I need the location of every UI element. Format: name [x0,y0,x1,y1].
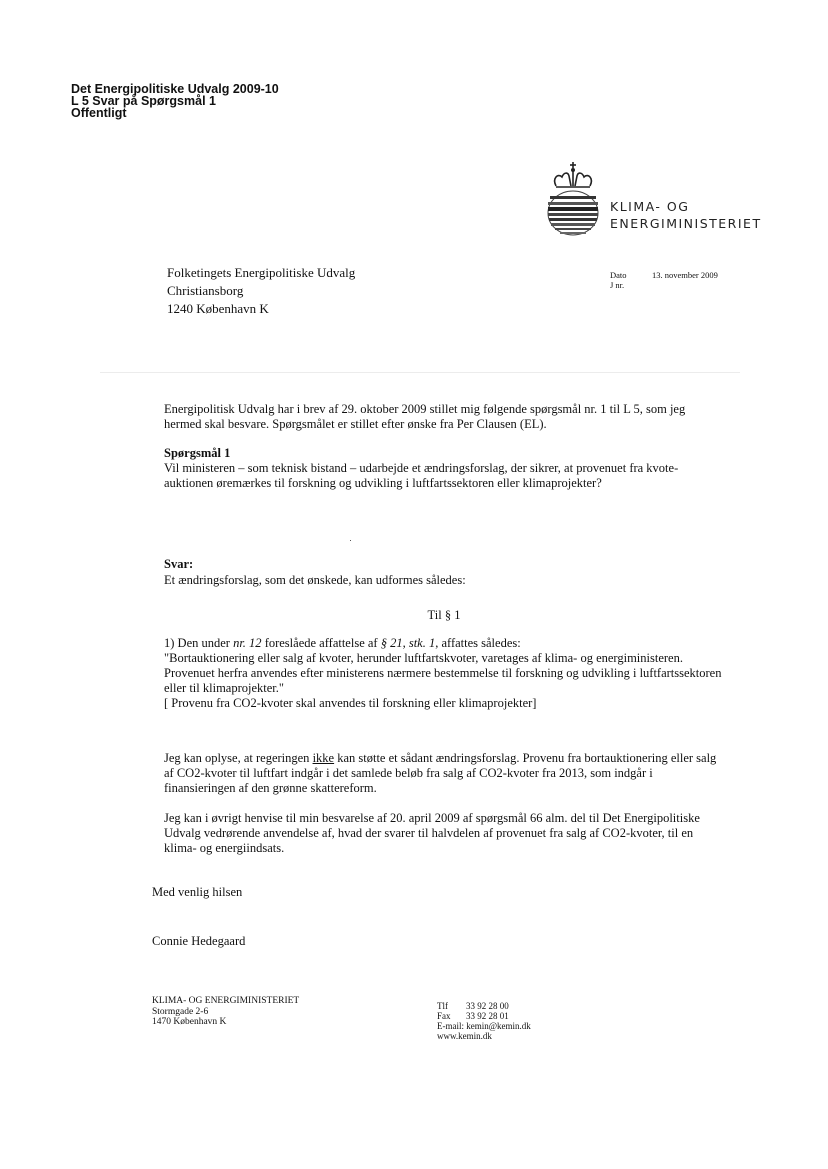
recipient-line3: 1240 København K [167,301,269,316]
position-text-b: kan støtte et sådant ændringsforslag. Provenu fra bortauktionering eller salg af CO2-kvoter til luftfart indgår i det samlede beløb fra salg af CO2-kvoter fra 2013, som indgår i finansieringen af den grønne skattereform. [164,751,717,795]
footer-contact [437,1001,531,1041]
question-text: Vil ministeren – som teknisk bistand – udarbejde et ændringsforslag, der sikrer, at provenuet fra kvote-auktionen øremærkes til forskning og udvikling i luftfartssektoren eller klimaprojekter? [164,461,679,490]
ministry-name [610,198,762,232]
footer-city: 1470 København K [152,1017,227,1027]
reference-paragraph: Jeg kan i øvrigt henvise til min besvarelse af 20. april 2009 af spørgsmål 66 alm. del til Det Energipolitiske Udvalg vedrørende anvendelse af, hvad der svarer til halvdelen af provenuet fra salg af CO2-kvoter, til en klima- og energiindsats. [164,811,700,855]
position-paragraph [164,751,724,796]
amendment-ref: § 21, stk. 1 [380,636,436,650]
recipient-line2: Christiansborg [167,283,244,298]
closing: Med venlig hilsen [152,885,243,899]
intro-paragraph: Energipolitisk Udvalg har i brev af 29. oktober 2009 stillet mig følgende spørgsmål nr. 1 til L 5, som jeg hermed skal besvare. Spørgsmålet er stillet efter ønske fra Per Clausen (EL). [164,402,686,431]
answer-intro: Et ændringsforslag, som det ønskede, kan udformes således: [164,573,466,587]
date-label: Dato [610,270,627,280]
amendment-note: [ Provenu fra CO2-kvoter skal anvendes til forskning eller klimaprojekter] [164,696,537,710]
question-heading: Spørgsmål 1 [164,446,231,460]
scan-speck [350,540,351,541]
signature: Connie Hedegaard [152,934,246,948]
footer-org: KLIMA- OG ENERGIMINISTERIET [152,996,300,1006]
header-committee: Det Energipolitiske Udvalg 2009-10 [71,82,279,96]
document-header [71,83,279,119]
footer-street: Stormgade 2-6 [152,1006,209,1017]
divider [100,372,740,373]
amendment-block [164,636,724,711]
amendment-line [164,636,724,651]
fax-value: 33 92 28 01 [466,1011,509,1021]
section-title: Til § 1 [427,608,461,622]
answer-heading: Svar: [164,557,194,571]
amendment-suffix: , affattes således: [435,636,521,650]
amendment-nr: nr. 12 [233,636,262,650]
email-link[interactable]: E-mail: kemin@kemin.dk [437,1021,531,1031]
position-emphasis: ikke [312,751,335,765]
amendment-mid: foreslåede affattelse af [261,636,381,650]
website-link[interactable]: www.kemin.dk [437,1031,492,1041]
footer-address [152,996,299,1028]
recipient-address [167,264,355,318]
ministry-name-line2: ENERGIMINISTERIET [610,216,762,231]
recipient-line1: Folketingets Energipolitiske Udvalg [167,265,356,280]
amendment-quote: "Bortauktionering eller salg af kvoter, herunder luftfartskvoter, varetages af klima- og energiministeren. Provenuet herfra anvendes efter ministerens nærmere bestemmelse til forskning og udvikling i luftfartssektoren eller til klimaprojekter." [164,651,722,695]
header-status: Offentligt [71,106,127,120]
position-text-a: Jeg kan oplyse, at regeringen [164,751,313,765]
crown-globe-logo-icon [538,160,608,240]
fax-label: Fax [437,1011,451,1021]
letter-meta [610,270,718,290]
jnr-label: J nr. [610,280,625,290]
header-reference: L 5 Svar på Spørgsmål 1 [71,94,216,108]
tlf-value: 33 92 28 00 [466,1001,509,1011]
date-value: 13. november 2009 [652,270,718,280]
amendment-prefix: 1) Den under [164,636,234,650]
tlf-label: Tlf [437,1001,448,1011]
ministry-name-line1: KLIMA- OG [610,199,690,214]
